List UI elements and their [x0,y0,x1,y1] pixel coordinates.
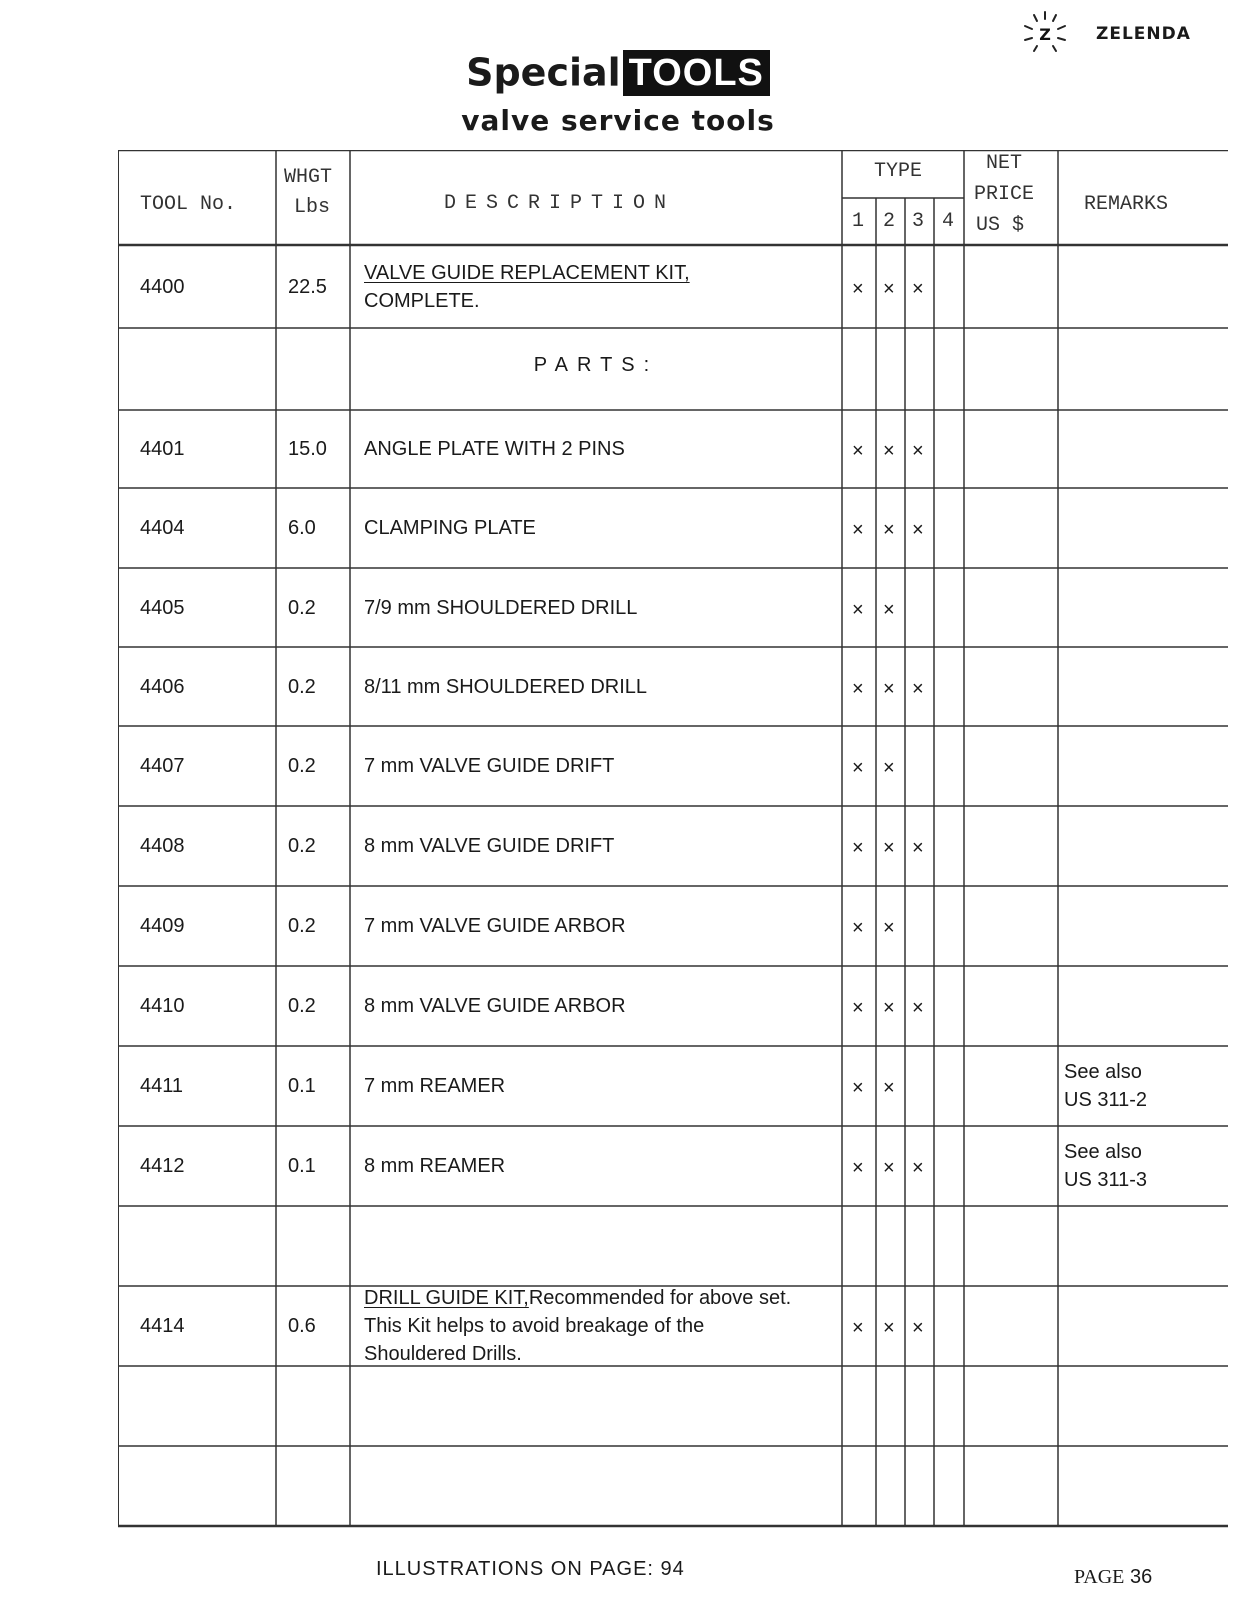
type-mark: × [912,997,924,1019]
tool-description [364,259,690,287]
type-mark: × [852,1317,864,1339]
type-mark: × [852,1157,864,1179]
tool-weight: 0.2 [288,675,316,698]
tool-number: 4408 [140,835,185,857]
tool-description: 8 mm VALVE GUIDE ARBOR [364,995,626,1017]
brand-logo-letter: Z [1039,25,1051,44]
header-price-line1: NET [986,152,1023,175]
tool-number: 4409 [140,915,185,937]
remarks-text: See also [1064,1141,1142,1163]
tool-description-line2: This Kit helps to avoid breakage of the [364,1315,705,1337]
page-number [1074,1566,1152,1589]
header-remarks: REMARKS [1084,193,1169,216]
tool-number: 4414 [140,1315,185,1337]
header-type-col-2: 2 [883,210,896,233]
header-tool-no: TOOL No. [140,193,237,216]
tool-description: ANGLE PLATE WITH 2 PINS [364,438,625,460]
type-mark: × [883,440,895,462]
parts-label: PARTS: [533,354,659,376]
type-mark: × [852,917,864,939]
tool-description: 7 mm VALVE GUIDE DRIFT [364,755,615,777]
header-price-line3: US $ [976,214,1025,237]
title-boxed: TOOLS [623,50,770,96]
type-mark: × [912,440,924,462]
type-mark: × [912,519,924,541]
type-mark: × [852,757,864,779]
tool-number: 4401 [140,438,185,460]
tool-description [364,1284,791,1312]
type-mark: × [912,1317,924,1339]
remarks-text-line2: US 311-2 [1064,1089,1148,1111]
tool-weight: 0.1 [288,1075,316,1097]
type-mark: × [883,519,895,541]
tools-table [118,150,1228,1562]
header-type-col-1: 1 [852,210,865,233]
kit-name: DRILL GUIDE KIT, [364,1287,529,1309]
tool-description: 7 mm VALVE GUIDE ARBOR [364,915,626,937]
illustrations-note: ILLUSTRATIONS ON PAGE: 94 [376,1558,685,1580]
type-mark: × [852,1077,864,1099]
type-mark: × [852,837,864,859]
tool-weight: 0.6 [288,1315,316,1337]
tool-weight: 0.2 [288,835,316,857]
header-type-col-4: 4 [942,210,955,233]
tool-number: 4412 [140,1155,185,1177]
kit-name: VALVE GUIDE REPLACEMENT KIT, [364,261,690,284]
tool-number: 4407 [140,755,185,777]
tool-description: CLAMPING PLATE [364,517,536,539]
tool-number: 4406 [140,675,185,698]
type-mark: × [883,997,895,1019]
page-number-value: 36 [1129,1566,1153,1588]
type-mark: × [883,598,895,621]
tool-description-line3: Shouldered Drills. [364,1343,522,1365]
type-mark: × [883,1077,895,1099]
tool-number: 4400 [140,275,185,298]
tool-weight: 0.2 [288,915,316,937]
type-mark: × [883,277,895,300]
tool-weight: 6.0 [288,517,316,539]
header-type-col-3: 3 [912,210,925,233]
type-mark: × [852,598,864,621]
brand-name: ZELENDA [1096,24,1191,44]
tool-description: 8/11 mm SHOULDERED DRILL [364,675,648,698]
tool-description-line2: COMPLETE. [364,289,480,312]
tool-number: 4411 [140,1075,184,1097]
tool-weight: 0.2 [288,755,316,777]
type-mark: × [912,277,924,300]
tool-weight: 0.2 [288,596,316,619]
tool-weight: 0.2 [288,995,316,1017]
type-mark: × [912,837,924,859]
tool-number: 4404 [140,517,185,539]
tool-weight: 0.1 [288,1155,316,1177]
tool-weight: 15.0 [288,438,327,460]
type-mark: × [912,1157,924,1179]
type-mark: × [883,917,895,939]
header-description: DESCRIPTION [444,192,676,215]
page-title [0,44,1236,99]
tool-weight: 22.5 [288,275,327,298]
remarks-text-line2: US 311-3 [1064,1169,1148,1191]
page-label: PAGE [1074,1566,1125,1588]
title-prefix: Special [466,50,621,95]
type-mark: × [883,757,895,779]
header-weight-line1: WHGT [284,166,333,189]
tool-description: 7 mm REAMER [364,1075,506,1097]
type-mark: × [852,277,864,300]
type-mark: × [883,837,895,859]
tool-description: 8 mm VALVE GUIDE DRIFT [364,835,615,857]
kit-description: Recommended for above set. [528,1287,792,1309]
page-subtitle: valve service tools [461,104,775,137]
type-mark: × [883,1317,895,1339]
header-type: TYPE [874,160,923,183]
type-mark: × [912,677,924,700]
header-price-line2: PRICE [974,183,1035,206]
type-mark: × [852,997,864,1019]
tool-number: 4410 [140,995,185,1017]
tool-description: 7/9 mm SHOULDERED DRILL [364,596,638,619]
tool-description: 8 mm REAMER [364,1155,506,1177]
type-mark: × [852,519,864,541]
type-mark: × [852,677,864,700]
type-mark: × [883,1157,895,1179]
remarks-text: See also [1064,1061,1142,1083]
header-weight-line2: Lbs [294,196,331,219]
type-mark: × [883,677,895,700]
type-mark: × [852,440,864,462]
tool-number: 4405 [140,596,185,619]
